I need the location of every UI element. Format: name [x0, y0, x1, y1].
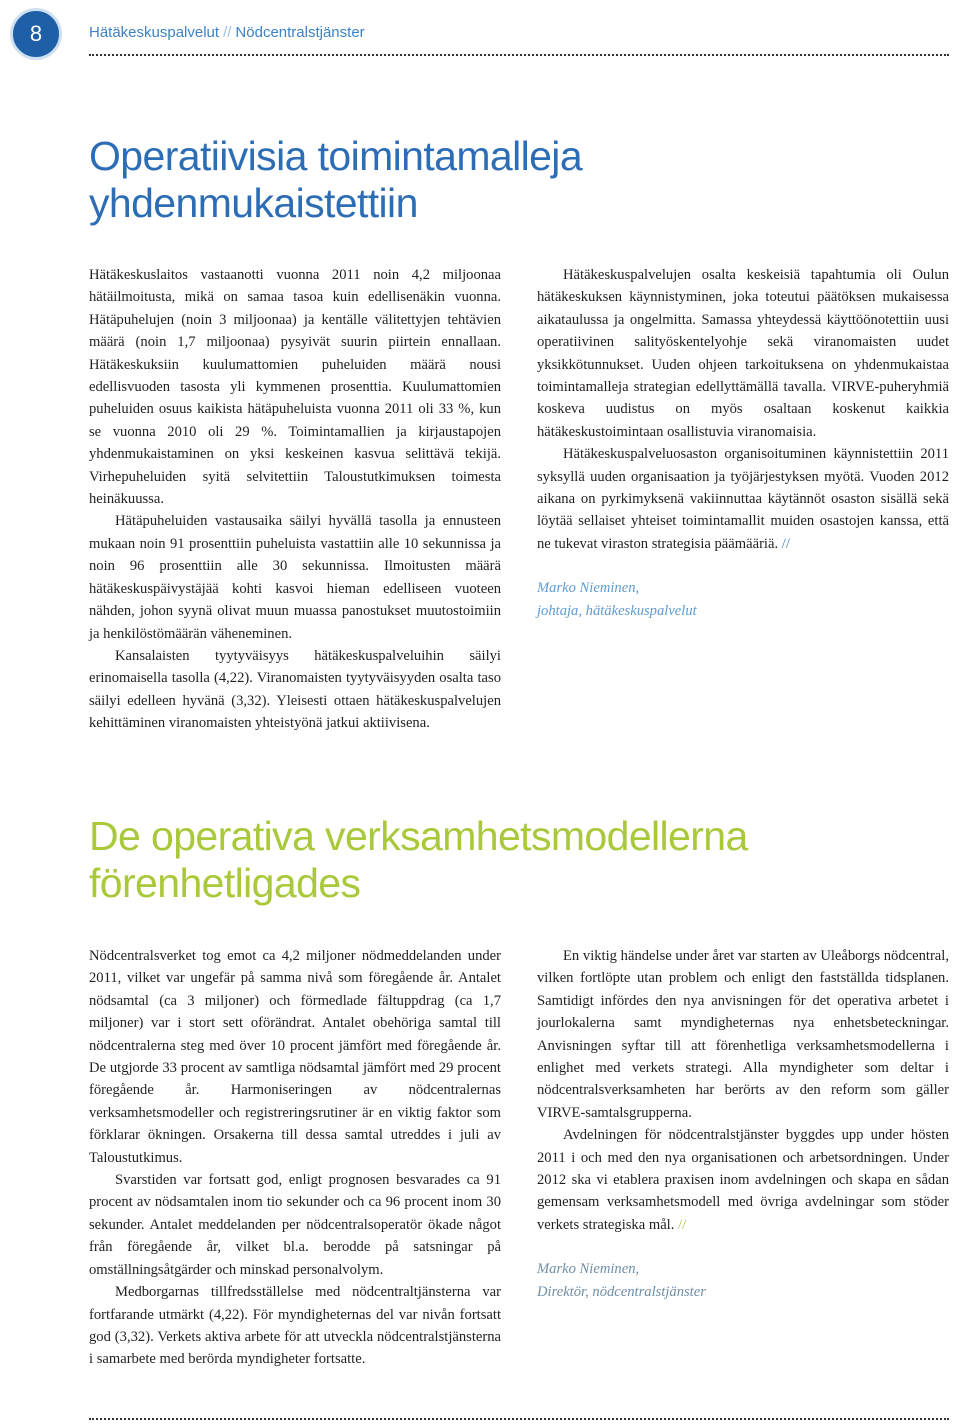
- swedish-heading: [89, 813, 748, 907]
- finnish-paragraph: Kansalaisten tyytyväisyys hätäkeskuspalveluihin säilyi erinomaisella tasolla (4,22). Viranomaisten tyytyväisyyden osalta taso säilyi edelleen hyvänä (3,32). Yleisesti ottaen hätäkeskuspalvelujen kehittäminen viranomaisten yhteistyönä jatkui aktiivisena.: [89, 647, 501, 732]
- swedish-signature: [537, 1258, 949, 1303]
- swedish-left-column: [89, 945, 501, 1371]
- swedish-heading-line-1: De operativa verksamhetsmodellerna: [89, 813, 748, 859]
- finnish-right-column: [537, 264, 949, 622]
- signature-title: johtaja, hätäkeskuspalvelut: [537, 602, 697, 619]
- swedish-paragraph: [537, 1124, 949, 1236]
- swedish-paragraph: Svarstiden var fortsatt god, enligt prognosen besvarades ca 91 procent av nödsamtalen inom tio sekunder och ca 96 procent inom 30 sekunder. Antalet meddelanden per nödcentralsoperatör ökade något från föregående år, vilket bl.a. berodde på satsningar på omställningsåtgärder och minskad personalvolym.: [89, 1172, 501, 1278]
- header-divider: [89, 54, 949, 56]
- page-number-badge: [10, 8, 62, 60]
- finnish-heading: [89, 133, 582, 227]
- finnish-signature: [537, 577, 949, 622]
- end-mark: //: [678, 1216, 687, 1233]
- swedish-heading-line-2: förenhetligades: [89, 860, 361, 906]
- signature-name: Marko Nieminen,: [537, 580, 640, 597]
- finnish-paragraph-text: Hätäkeskuspalveluosaston organisoituminen käynnistettiin 2011 syksyllä uuden organisaation ja työjärjestyksen myötä. Vuoden 2012 aikana on pyrkimyksenä vakiinnuttaa käytännöt osaston sisällä sekä löytää sellaiset yhteiset toimintamallit muiden osastojen kanssa, että ne tukevat viraston strategisia päämääriä.: [537, 446, 949, 552]
- finnish-heading-line-2: yhdenmukaistettiin: [89, 180, 418, 226]
- running-header-sv: Nödcentralstjänster: [235, 24, 365, 41]
- swedish-right-column: [537, 945, 949, 1303]
- signature-title: Direktör, nödcentralstjänster: [537, 1283, 706, 1300]
- swedish-paragraph: Nödcentralsverket tog emot ca 4,2 miljoner nödmeddelanden under 2011, vilket var ungefär på samma nivå som föregående år. Antalet nödsamtal (ca 3 miljoner) och förmedlade fältuppdrag (ca 1,7 miljoner) var i stort sett oförändrat. Antalet obehöriga samtal till nödcentralerna steg med över 10 procent jämfört med föregående år. De utgjorde 33 procent av samtliga nödsamtal jämfört med 29 procent föregående år. Harmoniseringen av nödcentralernas verksamhetsmodeller och registreringsrutiner är en viktig faktor som förklarar ökningen. Orsakerna till dessa samtal utreddes i juli av Taloustutkimus.: [89, 948, 501, 1166]
- finnish-left-column: [89, 264, 501, 735]
- finnish-paragraph: Hätäpuheluiden vastausaika säilyi hyvällä tasolla ja ennusteen mukaan noin 91 prosenttiin puheluista vastattiin alle 10 sekunnissa ja noin 96 prosenttiin alle 30 sekunnissa. Ilmoitusten määrä hätäkeskuspäivystäjää kohti kasvoi hieman edelliseen vuoteen nähden, johon syynä olivat muun muassa panostukset muutostoimiin ja henkilöstömäärän väheneminen.: [89, 513, 501, 642]
- end-mark: //: [781, 535, 790, 552]
- swedish-paragraph-text: Avdelningen för nödcentralstjänster byggdes upp under hösten 2011 i och med den nya organisationen och arbetsordningen. Under 2012 ska vi etablera praxisen inom avdelningen och skapa en sådan gemensam verksamhetsmodell med övriga avdelningar som stöder verkets strategiska mål.: [537, 1127, 949, 1233]
- footer-divider: [89, 1418, 949, 1420]
- swedish-paragraph: En viktig händelse under året var starten av Uleåborgs nödcentral, vilken fortlöpte utan problem och enligt den fastställda tidsplanen. Samtidigt infördes den nya anvisningen för det operativa arbetet i jourlokalerna samt myndigheternas nya enhetsbeteckningar. Anvisningen syftar till att förenhetliga verksamhetsmodellerna i enlighet med verkets strategi. Alla myndigheter som deltar i nödcentralsverksamheten har berörts av den reform som gäller VIRVE-samtalsgrupperna.: [537, 948, 949, 1121]
- finnish-paragraph: Hätäkeskuslaitos vastaanotti vuonna 2011 noin 4,2 miljoonaa hätäilmoitusta, mikä on samaa tasoa kuin edellisenäkin vuonna. Hätäpuhelujen (noin 3 miljoonaa) ja kentälle välitettyjen tehtävien määrä (noin 1,7 miljoonaa) pysyivät suurin piirtein ennallaan. Hätäkeskuksiin kuulumattomien puheluiden määrä nousi edellisvuoden tasosta yli kymmenen prosenttia. Kuulumattomien puheluiden osuus kaikista hätäpuheluista vuonna 2011 oli 33 %, kun se vuonna 2010 oli 29 %. Toimintamallien ja kirjaustapojen yhdenmukaistaminen on yksi keskeinen kasvua selittävä tekijä. Virhepuheluiden syitä selvitettiin Taloustutkimuksen toimesta heinäkuussa.: [89, 267, 501, 508]
- signature-name: Marko Nieminen,: [537, 1261, 640, 1278]
- swedish-paragraph: Medborgarnas tillfredsställelse med nödcentraltjänsterna var fortfarande utmärkt (4,22). För myndigheternas del var nivån fortsatt god (3,32). Verkets aktiva arbete för att utveckla nödcentralstjänsterna i samarbete med berörda myndigheter fortsatte.: [89, 1284, 501, 1368]
- page-number: 8: [29, 21, 43, 46]
- finnish-heading-line-1: Operatiivisia toimintamalleja: [89, 133, 583, 179]
- finnish-paragraph: Hätäkeskuspalvelujen osalta keskeisiä tapahtumia oli Oulun hätäkeskuksen käynnistyminen, joka toteutui päätöksen mukaisessa aikataulussa ja ongelmitta. Samassa yhteydessä käyttöönotettiin uusi operatiivinen salityöskentelyohje sekä viranomaisten uudet yksikkötunnukset. Uuden ohjeen tarkoituksena on yhdenmukaistaa toimintamalleja strategian edellyttämällä tavalla. VIRVE-puheryhmiä koskeva uudistus on myös osaltaan koskenut kaikkia hätäkeskustoimintaan osallistuvia viranomaisia.: [537, 267, 949, 440]
- finnish-paragraph: [537, 443, 949, 555]
- running-header-fi: Hätäkeskuspalvelut: [89, 24, 220, 41]
- running-header-separator: //: [223, 24, 232, 41]
- running-header: [89, 24, 365, 41]
